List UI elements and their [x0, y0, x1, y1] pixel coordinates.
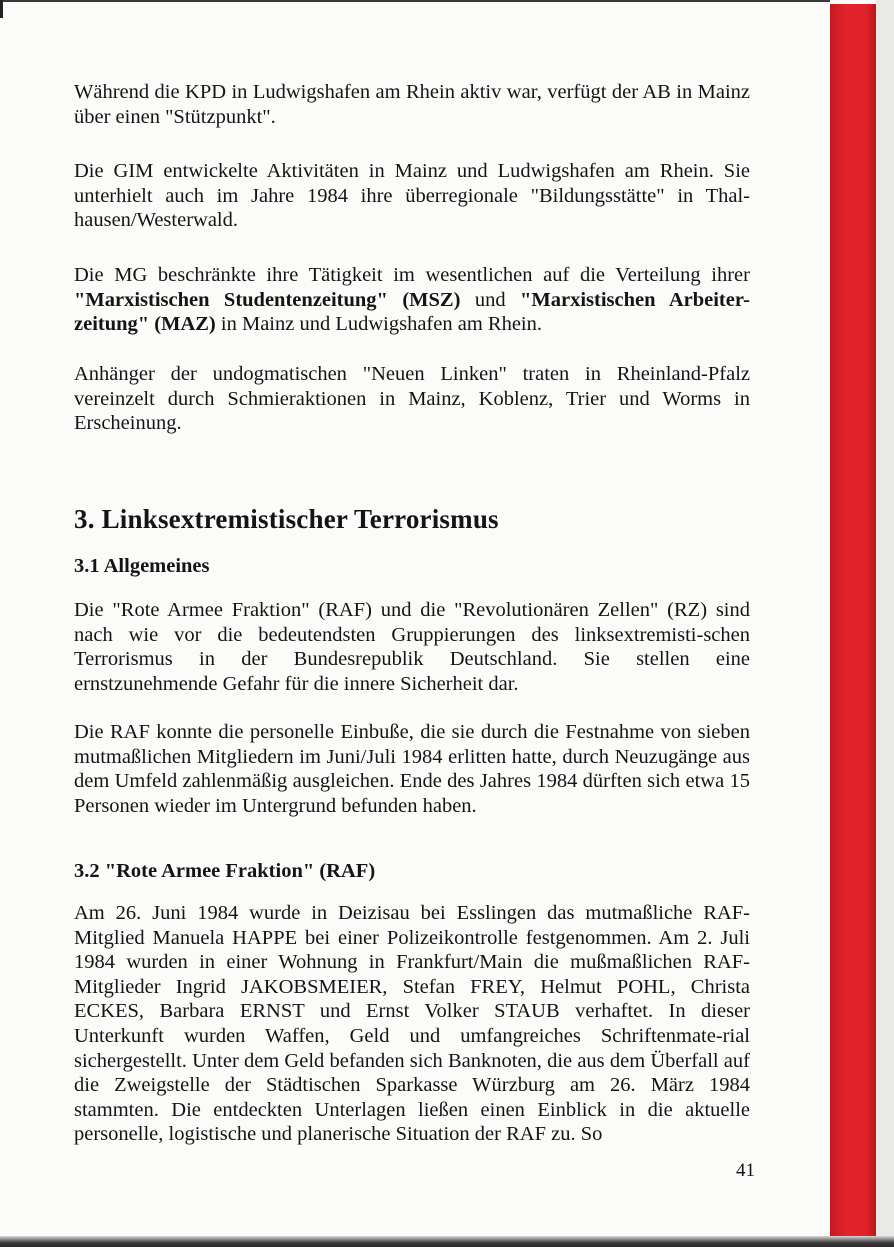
- subsection-heading-allgemeines: 3.1 Allgemeines: [74, 555, 210, 577]
- paragraph-mg: [74, 263, 750, 337]
- subsection-heading-raf: 3.2 "Rote Armee Fraktion" (RAF): [74, 860, 376, 882]
- paragraph-mg-text-2: und: [460, 288, 521, 311]
- scan-left-mark: [0, 0, 3, 18]
- scan-right-margin: [876, 0, 894, 1247]
- paragraph-mg-text-3: in Mainz und Ludwigshafen am Rhein.: [215, 313, 542, 336]
- scan-top-edge: [0, 0, 830, 2]
- red-page-edge: [830, 4, 876, 1242]
- scan-bottom-edge: [0, 1236, 894, 1247]
- paragraph-gim: Die GIM entwickelte Aktivitäten in Mainz und Ludwigshafen am Rhein. Sie unterhielt auch im Jahre 1984 ihre überregionale "Bildungsstätte" in Thal-hausen/Westerwald.: [74, 160, 750, 232]
- paragraph-raf-festnahmen: Am 26. Juni 1984 wurde in Deizisau bei Esslingen das mutmaßliche RAF-Mitglied Manuela HAPPE bei einer Polizeikontrolle festgenommen. Am 2. Juli 1984 wurden in einer Wohnung in Frankfurt/Main die mußmaßlichen RAF-Mitglieder Ingrid JAKOBSMEIER, Stefan FREY, Helmut POHL, Christa ECKES, Barbara ERNST und Ernst Volker STAUB verhaftet. In dieser Unterkunft wurden Waffen, Geld und umfangreiches Schriftenmate-rial sichergestellt. Unter dem Geld befanden sich Banknoten, die aus dem Überfall auf die Zweigstelle der Städtischen Sparkasse Würzburg am 26. März 1984 stammten. Die entdeckten Unterlagen ließen einen Einblick in die aktuelle personelle, logistische und planerische Situation der RAF zu. So: [74, 902, 750, 1146]
- paragraph-raf-rz: Die "Rote Armee Fraktion" (RAF) und die "Revolutionären Zellen" (RZ) sind nach wie vor die bedeutendsten Gruppierungen des linksextremisti-schen Terrorismus in der Bundesrepublik Deutschland. Sie stellen eine ernstzunehmende Gefahr für die innere Sicherheit dar.: [74, 599, 750, 695]
- paragraph-mg-text-1: Die MG beschränkte ihre Tätigkeit im wesentlichen auf die Verteilung ihrer: [74, 264, 750, 286]
- paragraph-kpd: Während die KPD in Ludwigshafen am Rhein aktiv war, verfügt der AB in Mainz über einen "Stützpunkt".: [74, 81, 750, 128]
- paragraph-raf-einbusse: Die RAF konnte die personelle Einbuße, die sie durch die Festnahme von sieben mutmaßlichen Mitgliedern im Juni/Juli 1984 erlitten hatte, durch Neuzugänge aus dem Umfeld zahlenmäßig ausgleichen. Ende des Jahres 1984 dürften sich etwa 15 Personen wieder im Untergrund befunden haben.: [74, 721, 750, 817]
- msz-title: "Marxistischen Studentenzeitung" (MSZ): [74, 288, 461, 311]
- page-number: 41: [736, 1160, 755, 1181]
- paragraph-neue-linke: Anhänger der undogmatischen "Neuen Linken" traten in Rheinland-Pfalz vereinzelt durch Schmieraktionen in Mainz, Koblenz, Trier und Worms in Erscheinung.: [74, 363, 750, 435]
- maz-title: "Marxistischen Arbeiter-zeitung" (MAZ): [74, 288, 751, 336]
- section-heading-terrorismus: 3. Linksextremistischer Terrorismus: [74, 504, 499, 534]
